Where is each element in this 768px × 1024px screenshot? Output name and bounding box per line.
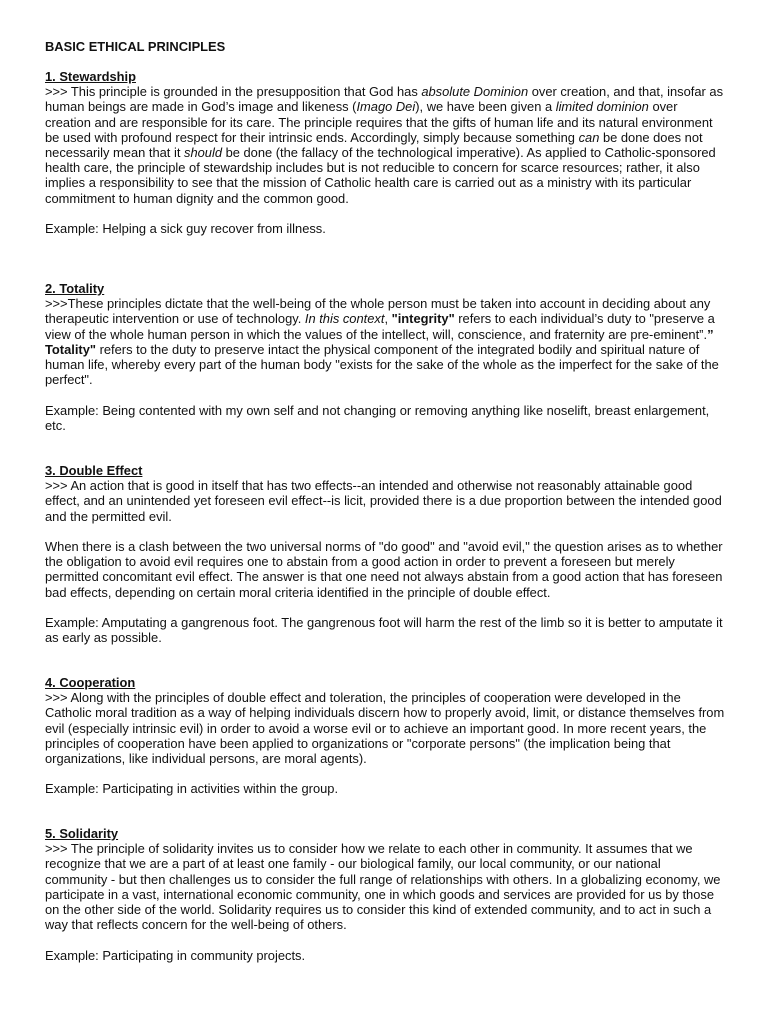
section-body: >>> This principle is grounded in the presupposition that God has absolute Dominion over creation, and that, insofar as human beings are made in God’s image and likeness (Imago Dei), we have been given a limited dominion over creation and are responsible for its care. The principle requires that the gifts of human life and its natural environment be used with profound respect for their intrinsic ends. Accordingly, simply because something can be done does not necessarily mean that it should be done (the fallacy of the technological imperative). As applied to Catholic-sponsored health care, the principle of stewardship includes but is not reducible to concern for scarce resources; rather, it also implies a responsibility to see that the mission of Catholic health care is carried out as a ministry with its particular commitment to human dignity and the common good. [45, 84, 724, 206]
section-cooperation [45, 675, 725, 797]
section-totality [45, 281, 725, 433]
section-body: >>> Along with the principles of double effect and toleration, the principles of cooperation were developed in the Catholic moral tradition as a way of helping individuals discern how to properly avoid, limit, or distance themselves from evil (especially intrinsic evil) in order to avoid a worse evil or to achieve an important good. In more recent years, the principles of cooperation have been applied to organizations or "corporate persons" (the implication being that organizations, like individual persons, are moral agents). [45, 690, 725, 767]
section-heading: 5. Solidarity [45, 826, 119, 841]
section-heading: 4. Cooperation [45, 675, 136, 690]
section-example: Example: Helping a sick guy recover from illness. [45, 221, 326, 237]
section-body: >>> The principle of solidarity invites us to consider how we relate to each other in community. It assumes that we recognize that we are a part of at least one family - our biological family, our local community, or our national community - but then challenges us to consider the full range of relationships with others. In a globalizing economy, we participate in a vast, international economic community, one in which goods and services are provided for us by those on the other side of the world. Solidarity requires us to consider this kind of extended community, and to act in such a way that reflects concern for the well-being of others. [45, 841, 721, 933]
section-double-effect [45, 463, 725, 645]
section-example: Example: Participating in activities within the group. [45, 781, 339, 797]
section-heading: 1. Stewardship [45, 69, 136, 84]
section-example: Example: Participating in community projects. [45, 947, 306, 963]
section-body-continued: When there is a clash between the two universal norms of "do good" and "avoid evil," the question arises as to whether the obligation to avoid evil requires one to abstain from a good action in order to prevent a foreseen but merely permitted concomitant evil effect. The answer is that one need not always abstain from a good action that has foreseen bad effects, depending on certain moral criteria identified in the principle of double effect. [45, 539, 723, 600]
section-example: Example: Amputating a gangrenous foot. The gangrenous foot will harm the rest of the limb so it is better to amputate it as early as possible. [45, 615, 723, 646]
section-heading: 2. Totality [45, 281, 105, 296]
section-body: >>> An action that is good in itself that has two effects--an intended and otherwise not reasonably attainable good effect, and an unintended yet foreseen evil effect--is licit, provided there is a due proportion between the intended good and the permitted evil. [45, 478, 722, 524]
section-solidarity [45, 826, 725, 963]
document-title: BASIC ETHICAL PRINCIPLES [45, 39, 226, 54]
section-example: Example: Being contented with my own self and not changing or removing anything like noselift, breast enlargement, etc. [45, 402, 710, 433]
section-stewardship [45, 69, 725, 236]
section-heading: 3. Double Effect [45, 463, 143, 478]
section-body: >>>These principles dictate that the well-being of the whole person must be taken into account in deciding about any therapeutic intervention or use of technology. In this context, "integrity" refers to each individual’s duty to "preserve a view of the whole human person in which the values of the intellect, will, conscience, and fraternity are pre-eminent”.” Totality" refers to the duty to preserve intact the physical component of the integrated bodily and spiritual nature of human life, whereby every part of the human body "exists for the sake of the whole as the imperfect for the sake of the perfect". [45, 296, 719, 388]
